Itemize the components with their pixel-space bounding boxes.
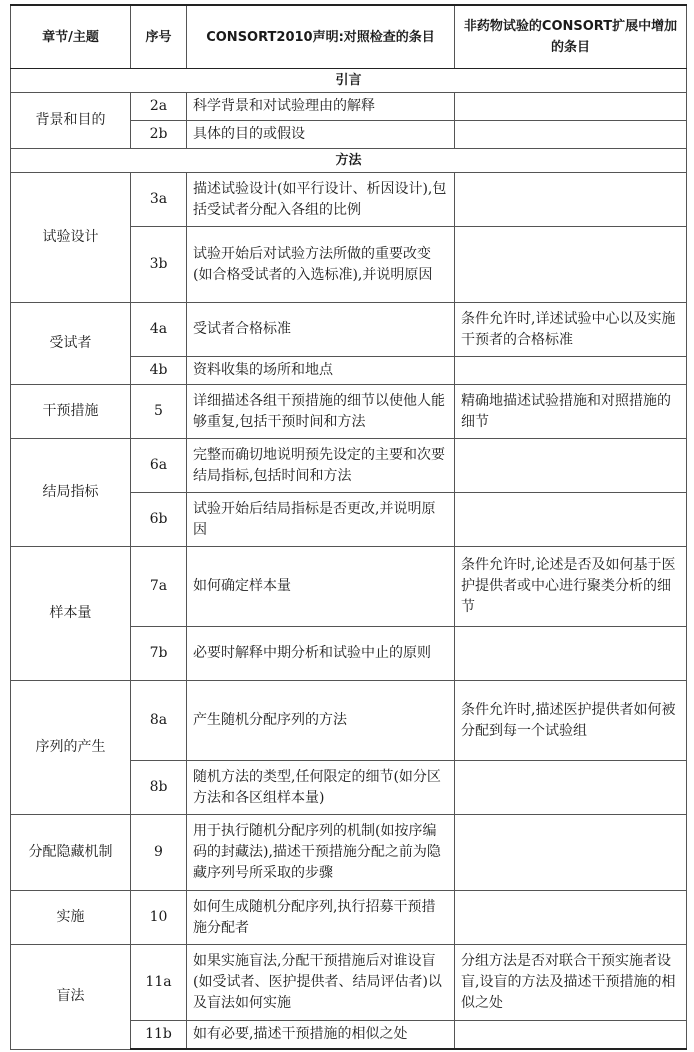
num-cell: 3b xyxy=(131,227,187,303)
num-cell: 7b xyxy=(131,627,187,681)
ext-cell xyxy=(455,227,687,303)
table-row xyxy=(11,385,687,439)
topic-cell: 序列的产生 xyxy=(11,681,131,815)
ext-cell xyxy=(455,357,687,385)
section-methods: 方法 xyxy=(11,149,687,173)
header-ext: 非药物试验的CONSORT扩展中增加的条目 xyxy=(455,5,687,69)
table-row xyxy=(11,945,687,1021)
num-cell: 4b xyxy=(131,357,187,385)
ext-cell xyxy=(455,121,687,149)
section-row xyxy=(11,69,687,93)
header-consort: CONSORT2010声明:对照检查的条目 xyxy=(187,5,455,69)
ext-cell: 精确地描述试验措施和对照措施的细节 xyxy=(455,385,687,439)
topic-cell: 结局指标 xyxy=(11,439,131,547)
topic-cell: 盲法 xyxy=(11,945,131,1050)
table-row xyxy=(11,547,687,627)
ext-cell xyxy=(455,1021,687,1050)
topic-cell: 受试者 xyxy=(11,303,131,385)
ext-cell xyxy=(455,761,687,815)
item-cell: 产生随机分配序列的方法 xyxy=(187,681,455,761)
item-cell: 完整而确切地说明预先设定的主要和次要结局指标,包括时间和方法 xyxy=(187,439,455,493)
header-topic: 章节/主题 xyxy=(11,5,131,69)
num-cell: 3a xyxy=(131,173,187,227)
topic-cell: 实施 xyxy=(11,891,131,945)
table-row xyxy=(11,173,687,227)
ext-cell xyxy=(455,173,687,227)
table-row xyxy=(11,891,687,945)
item-cell: 试验开始后对试验方法所做的重要改变(如合格受试者的入选标准),并说明原因 xyxy=(187,227,455,303)
topic-cell: 背景和目的 xyxy=(11,93,131,149)
item-cell: 如有必要,描述干预措施的相似之处 xyxy=(187,1021,455,1050)
section-row xyxy=(11,149,687,173)
num-cell: 6a xyxy=(131,439,187,493)
item-cell: 描述试验设计(如平行设计、析因设计),包括受试者分配入各组的比例 xyxy=(187,173,455,227)
ext-cell xyxy=(455,439,687,493)
item-cell: 资料收集的场所和地点 xyxy=(187,357,455,385)
ext-cell: 条件允许时,描述医护提供者如何被分配到每一个试验组 xyxy=(455,681,687,761)
section-intro: 引言 xyxy=(11,69,687,93)
table-row xyxy=(11,439,687,493)
consort-table xyxy=(10,4,687,1050)
ext-cell xyxy=(455,891,687,945)
ext-cell xyxy=(455,627,687,681)
item-cell: 试验开始后结局指标是否更改,并说明原因 xyxy=(187,493,455,547)
num-cell: 6b xyxy=(131,493,187,547)
item-cell: 受试者合格标准 xyxy=(187,303,455,357)
topic-cell: 试验设计 xyxy=(11,173,131,303)
item-cell: 科学背景和对试验理由的解释 xyxy=(187,93,455,121)
ext-cell: 分组方法是否对联合干预实施者设盲,设盲的方法及描述干预措施的相似之处 xyxy=(455,945,687,1021)
item-cell: 具体的目的或假设 xyxy=(187,121,455,149)
num-cell: 7a xyxy=(131,547,187,627)
table-row xyxy=(11,303,687,357)
item-cell: 详细描述各组干预措施的细节以使他人能够重复,包括干预时间和方法 xyxy=(187,385,455,439)
topic-cell: 样本量 xyxy=(11,547,131,681)
topic-cell: 干预措施 xyxy=(11,385,131,439)
header-row xyxy=(11,5,687,69)
num-cell: 11b xyxy=(131,1021,187,1050)
num-cell: 11a xyxy=(131,945,187,1021)
topic-cell: 分配隐藏机制 xyxy=(11,815,131,891)
num-cell: 5 xyxy=(131,385,187,439)
item-cell: 如何确定样本量 xyxy=(187,547,455,627)
num-cell: 8a xyxy=(131,681,187,761)
ext-cell xyxy=(455,93,687,121)
ext-cell: 条件允许时,论述是否及如何基于医护提供者或中心进行聚类分析的细节 xyxy=(455,547,687,627)
table-row xyxy=(11,815,687,891)
item-cell: 如何生成随机分配序列,执行招募干预措施分配者 xyxy=(187,891,455,945)
ext-cell xyxy=(455,815,687,891)
ext-cell xyxy=(455,493,687,547)
num-cell: 8b xyxy=(131,761,187,815)
header-num: 序号 xyxy=(131,5,187,69)
ext-cell: 条件允许时,详述试验中心以及实施干预者的合格标准 xyxy=(455,303,687,357)
item-cell: 随机方法的类型,任何限定的细节(如分区方法和各区组样本量) xyxy=(187,761,455,815)
num-cell: 4a xyxy=(131,303,187,357)
item-cell: 必要时解释中期分析和试验中止的原则 xyxy=(187,627,455,681)
num-cell: 2a xyxy=(131,93,187,121)
table-row xyxy=(11,681,687,761)
num-cell: 2b xyxy=(131,121,187,149)
item-cell: 如果实施盲法,分配干预措施后对谁设盲(如受试者、医护提供者、结局评估者)以及盲法如何实施 xyxy=(187,945,455,1021)
num-cell: 10 xyxy=(131,891,187,945)
item-cell: 用于执行随机分配序列的机制(如按序编码的封藏法),描述干预措施分配之前为隐藏序列号所采取的步骤 xyxy=(187,815,455,891)
table-row xyxy=(11,93,687,121)
num-cell: 9 xyxy=(131,815,187,891)
